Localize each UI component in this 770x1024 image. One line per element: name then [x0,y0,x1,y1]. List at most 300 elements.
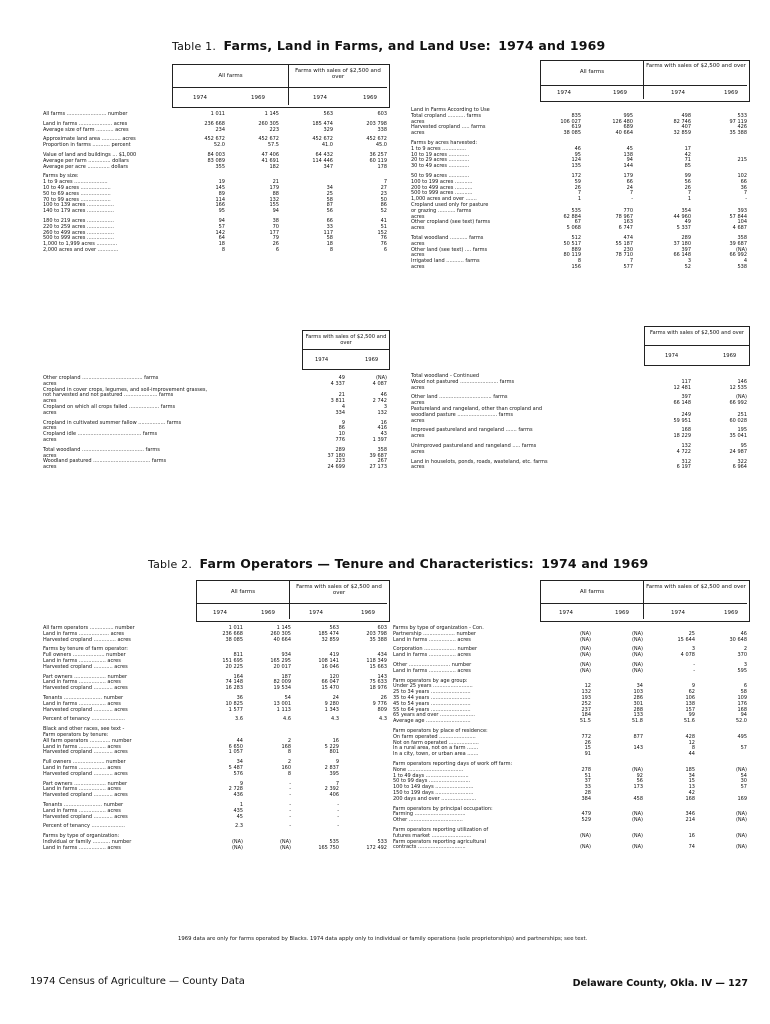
row-label: Irrigated land ........... farms [411,258,480,265]
row-label: All farm operators ............. number [43,737,132,744]
cell-value: 66 [626,178,633,185]
cell-value: 289 [335,446,345,453]
cell-value: 4 078 [680,652,695,659]
cell-value: 397 [681,394,691,401]
cell-value: 234 [215,126,225,133]
cell-value: 50 517 [563,240,581,247]
t1-left-header [172,64,390,108]
cell-value: 106 027 [560,118,581,125]
cell-value: 835 [571,112,581,119]
cell-value: 51.5 [579,718,591,725]
cell-value: 132 [377,409,387,416]
cell-value: (NA) [631,661,643,668]
row-label: Total woodland ....................................... farms [43,446,160,453]
cell-value: 267 [377,458,387,465]
cell-value: 8 [329,246,333,253]
cell-value: 801 [329,749,339,756]
row-label: 100 to 139 acres ................. [43,202,114,209]
cell-value: 109 [737,694,747,701]
cell-value: 126 480 [612,118,633,125]
cell-value: (NA) [631,636,643,643]
cell-value: 71 [684,157,691,164]
cell-value: 152 [377,229,387,236]
cell-value: (NA) [631,646,643,653]
cell-value: 393 [737,207,747,214]
cell-value: 9 776 [372,700,387,707]
cell-value: 46 [574,145,581,152]
cell-value: 346 [685,811,695,818]
cell-value: 312 [681,458,691,465]
row-label: Improved pastureland and rangeland ....... farms [411,427,533,434]
row-label: Land in farms ................. acres [393,652,471,659]
cell-value: 689 [623,124,633,131]
table2-years: 1974 and 1969 [541,556,649,571]
row-label: Land in farms ................. acres [43,657,121,664]
cell-value: 114 [215,196,225,203]
cell-value: (NA) [375,375,387,381]
cell-value: 35 388 [369,636,387,643]
cell-value: 8 [287,770,291,777]
cell-value: 889 [571,246,581,253]
cell-value: 6 747 [618,225,633,232]
cell-value: 55 187 [615,240,633,247]
cell-value: 33 [326,223,333,230]
cell-value: 62 [688,689,695,696]
row-label: acres [43,464,57,471]
t2-col-sales: Farms with sales of $2,500 and over [296,584,382,596]
cell-value: 169 [737,795,747,802]
t1-col-all-farms: All farms [218,73,243,79]
cell-value: 34 [326,184,333,191]
row-label: Full owners .................... number [43,759,126,766]
cell-value: 7 [743,190,747,197]
row-label: acres [43,409,57,416]
row-label: Unimproved pastureland and rangeland ..... farms [411,442,537,449]
cell-value: 155 [269,202,279,209]
row-label: Cropland in cover crops, legumes, and soil-improvement grasses, [43,386,208,393]
t2-right-header [540,580,750,622]
row-label: Black and other races, see text - [43,726,125,733]
cell-value: 576 [233,770,243,777]
cell-value: 26 [272,241,279,248]
cell-value: 156 [571,263,581,270]
cell-value: 37 180 [673,240,691,247]
cell-value: 563 [323,111,333,117]
cell-value: - [289,792,291,799]
row-label: Partnership .................... number [393,630,476,637]
cell-value: 172 [571,172,581,179]
cell-value: 289 [681,234,691,241]
cell-value: - [289,780,291,787]
cell-value: 45.0 [375,142,387,149]
cell-value: 8 [691,745,695,752]
cell-value: 143 [377,673,387,680]
table2-title [148,556,648,571]
cell-value: 99 [688,712,695,719]
cell-value: 138 [623,151,633,158]
cell-value: 223 [335,458,345,465]
row-label: Land in farms ................. acres [43,764,121,771]
cell-value: 164 [233,673,243,680]
table1-left-mid [42,376,388,471]
cell-value: 397 [681,246,691,253]
cell-value: 772 [581,733,591,740]
cell-value: 66 [740,178,747,185]
cell-value: (NA) [579,832,591,839]
cell-value: 25 [688,630,695,637]
row-label: Harvested cropland ..... farms [411,124,486,131]
cell-value: 452 672 [258,136,279,143]
cell-value: - [693,667,695,674]
table-row [42,465,388,471]
cell-value: 135 [571,163,581,170]
t1-year-1969-b: 1969 [363,95,377,101]
cell-value: 1 397 [372,436,387,443]
cell-value: 1 343 [324,706,339,713]
cell-value: 45 [236,813,243,820]
cell-value: 334 [335,409,345,416]
row-label: 20 to 29 acres ............. [411,157,470,164]
cell-value: 4 [743,258,747,265]
cell-value: 120 [329,673,339,680]
row-label: Pastureland and rangeland, other than cropland and [411,405,543,412]
cell-value: (NA) [579,652,591,659]
cell-value: 8 [287,749,291,756]
cell-value: 57 [740,745,747,752]
cell-value: 8 [577,258,581,265]
cell-value: 34 [236,759,243,766]
cell-value: 3 [383,403,387,410]
cell-value: 230 [623,246,633,253]
row-label: 65 years and over ...................... [393,712,476,719]
cell-value: 419 [329,652,339,659]
row-label: Other cropland (see text) farms [411,219,491,226]
cell-value: 5 068 [566,225,581,232]
cell-value: 151 695 [222,657,243,664]
cell-value: 33 [584,784,591,791]
cell-value: 18 976 [369,685,387,692]
cell-value: 535 [329,838,339,845]
cell-value: 66 992 [729,252,747,259]
cell-value: 370 [737,652,747,659]
row-label: Farming ................................ [393,811,466,818]
row-label: acres [43,380,57,387]
row-label: Harvested cropland ............ acres [43,813,128,820]
cell-value: 15 [688,778,695,785]
cell-value: 15 663 [369,663,387,670]
cell-value: 132 [269,196,279,203]
cell-value: 215 [737,157,747,164]
row-label: 25 to 34 years ......................... [393,689,471,696]
cell-value: 59 [574,178,581,185]
cell-value: 7 [383,179,387,186]
cell-value: 166 [215,202,225,209]
cell-value: 301 [633,700,643,707]
cell-value: (NA) [631,630,643,637]
cell-value: 776 [335,436,345,443]
cell-value: 50 [380,196,387,203]
cell-value: 6 [743,683,747,690]
cell-value: 236 668 [204,120,225,127]
row-label: Full owners .................... number [43,652,126,659]
row-label: 1,000 to 1,999 acres ............. [43,241,118,248]
cell-value: 66 148 [673,252,691,259]
cell-value: 88 [272,190,279,197]
row-label: 100 to 149 days ........................ [393,784,474,791]
row-label: 10 to 19 acres ............. [411,151,470,158]
t1-right-header [540,60,750,102]
row-label: Land in houselots, ponds, roads, wasteland, etc. farms [411,458,548,465]
cell-value: 435 [233,807,243,814]
cell-value: (NA) [579,661,591,668]
row-label: Cropland used only for pasture [411,201,489,208]
cell-value: 251 [737,411,747,418]
t1-r-year-1974-b: 1974 [671,90,685,96]
row-label: acres [411,240,425,247]
cell-value: 4.3 [379,716,387,723]
cell-value: 30 648 [729,636,747,643]
cell-value: 132 [681,442,691,449]
t1-sub-left-1969: 1969 [365,357,379,363]
row-label: Wood not pastured ........................ farms [411,378,515,385]
t1-year-1974-b: 1974 [313,95,327,101]
cell-value: 64 432 [315,151,333,158]
cell-value: - [337,807,339,814]
t1-r-year-1974-a: 1974 [557,90,571,96]
cell-value: 66 047 [321,679,339,686]
cell-value: 102 [737,172,747,179]
row-label: All farms ......................... number [43,111,128,117]
cell-value: 533 [377,838,387,845]
row-label: Part owners .................... number [43,673,127,680]
cell-value: 1 [239,801,243,808]
cell-value: 533 [737,112,747,119]
cell-value: 41.0 [321,142,333,149]
cell-value: 187 [281,673,291,680]
cell-value: 52.0 [213,142,225,149]
row-label: Cropland idle ........................................ farms [43,431,158,438]
row-label: Land in farms ................. acres [43,700,121,707]
cell-value: 354 [681,207,691,214]
row-label: Other .................................. [393,817,463,824]
cell-value: 619 [571,124,581,131]
cell-value: 577 [623,263,633,270]
cell-value: - [337,813,339,820]
cell-value: 114 446 [312,157,333,164]
table-row [42,846,388,852]
cell-value: 416 [377,425,387,432]
row-label: 200 to 499 acres ........... [411,184,473,191]
row-label: 260 to 499 acres ................. [43,229,114,236]
cell-value: 28 [584,789,591,796]
row-label: Land in farms ................... acres [43,630,125,637]
t2-year-1969-b: 1969 [361,610,375,616]
cell-value: 10 825 [225,700,243,707]
cell-value: 51 [380,223,387,230]
cell-value: 133 [633,712,643,719]
cell-value: 15 644 [677,636,695,643]
cell-value: 52 [684,263,691,270]
cell-value: 16 283 [225,685,243,692]
cell-value: 51.6 [683,718,695,725]
t1-sub-header-left-text: Farms with sales of $2,500 and over [305,334,387,346]
cell-value: 24 [626,184,633,191]
cell-value: 24 699 [327,464,345,471]
cell-value: 40 664 [273,636,291,643]
row-label: In a city, town, or urban area ....... [393,751,479,758]
cell-value: 66 992 [729,400,747,407]
cell-value: (NA) [735,246,747,253]
row-label: Land in farms ................. acres [43,743,121,750]
cell-value: - [337,801,339,808]
row-label: Harvested cropland .............. acres [43,636,131,643]
t2-r-col-sales: Farms with sales of $2,500 and over [646,584,746,590]
cell-value: 288 [633,706,643,713]
cell-value: (NA) [735,844,747,851]
row-label: Total woodland - Continued [411,373,480,379]
cell-value: 168 [685,795,695,802]
row-label: Land in Farms According to Use [411,107,490,113]
cell-value: 5 337 [676,225,691,232]
cell-value: 97 119 [729,118,747,125]
row-label: acres [43,452,57,459]
cell-value: 21 [272,179,279,186]
cell-value: 7 [629,190,633,197]
t1-sub-right-1969: 1969 [723,353,737,359]
cell-value: 74 [688,844,695,851]
cell-value: 76 [380,241,387,248]
cell-value: 12 [688,739,695,746]
row-label: acres [411,400,425,407]
cell-value: 223 [269,126,279,133]
t1-sub-left-1974: 1974 [315,357,329,363]
cell-value: 36 [740,184,747,191]
cell-value: 182 [269,163,279,170]
t2-r-year-1969-b: 1969 [724,610,738,616]
cell-value: 452 672 [204,136,225,143]
row-label: Farm operators reporting agricultural [393,838,486,845]
cell-value: 20 225 [225,663,243,670]
row-label: Farms by acres harvested: [411,139,478,146]
cell-value: 3 811 [330,398,345,405]
cell-value: 44 [236,737,243,744]
cell-value: 4.6 [283,716,291,723]
row-label: Farm operators by age group: [393,677,468,684]
cell-value: 42 [688,789,695,796]
cell-value: 59 951 [673,417,691,424]
cell-value: 40 664 [615,130,633,137]
row-label: acres [411,464,425,471]
cell-value: 3 [691,646,695,653]
t1-r-year-1969-a: 1969 [613,90,627,96]
cell-value: 36 257 [369,151,387,158]
cell-value: 86 [380,202,387,209]
row-label: Total cropland ........... farms [411,112,481,119]
row-label: acres [43,398,57,405]
t1-r-col-all-farms: All farms [579,69,605,75]
row-label: 220 to 259 acres ................. [43,223,114,230]
t2-col-all-farms: All farms [230,589,256,595]
cell-value: 4 [341,403,345,410]
row-label: Farms by type of organization: [43,833,120,840]
row-label: Harvested cropland ............ acres [43,770,128,777]
table1-years: 1974 and 1969 [498,38,606,53]
cell-value: 26 [380,694,387,701]
cell-value: 12 [584,683,591,690]
cell-value: 9 [335,759,339,766]
cell-value: 5 487 [228,764,243,771]
row-label: 70 to 99 acres ................... [43,196,111,203]
cell-value: 13 001 [273,700,291,707]
cell-value: 75 633 [369,679,387,686]
row-label: Average size of farm ........... acres [43,126,129,133]
t1-year-1969-a: 1969 [251,95,265,101]
row-label: Harvested cropland ............ acres [43,792,128,799]
cell-value: 57 [740,784,747,791]
cell-value: (NA) [735,817,747,824]
row-label: Land in farms ................. acres [43,807,121,814]
t1-r-col-sales: Farms with sales of $2,500 and over [646,63,746,69]
cell-value: 56 [326,208,333,215]
cell-value: 18 229 [673,433,691,440]
row-label: Value of land and buildings ... $1,000 [43,151,137,158]
cell-value: 146 [737,378,747,385]
row-label: acres [43,436,57,443]
row-label: Tenants ........................ number [43,801,124,808]
cell-value: 9 [239,780,243,787]
cell-value: 6 964 [732,464,747,471]
row-label: Part owners .................... number [43,780,127,787]
t1-col-sales: Farms with sales of $2,500 and over [295,68,381,80]
cell-value: - [631,196,633,203]
table-row [392,845,748,851]
cell-value: 1 057 [228,749,243,756]
cell-value: 118 349 [366,657,387,664]
cell-value: (NA) [735,832,747,839]
cell-value: 85 [684,163,691,170]
cell-value: 260 305 [258,120,279,127]
cell-value: 103 [633,689,643,696]
cell-value: 16 [688,832,695,839]
row-label: 55 to 64 years ......................... [393,706,471,713]
cell-value: 436 [233,792,243,799]
cell-value: 10 [338,431,345,438]
cell-value: 252 [581,700,591,707]
row-label: 50 to 69 acres ................... [43,190,111,197]
cell-value: 185 474 [318,630,339,637]
row-label: Farm operators by principal occupation: [393,805,493,812]
cell-value: 347 [323,163,333,170]
cell-value: 57 [218,223,225,230]
cell-value: 286 [633,694,643,701]
table1-left-top [42,112,388,254]
cell-value: 184 [581,712,591,719]
table-row [410,265,748,271]
cell-value: 6 [383,246,387,253]
table1-right-mid [410,374,748,471]
cell-value: 86 [338,425,345,432]
cell-value: 185 [685,766,695,773]
cell-value: 2.3 [235,823,243,830]
cell-value: 82 009 [273,679,291,686]
cell-value: 434 [377,652,387,659]
cell-value: 7 [577,190,581,197]
cell-value: 13 [688,784,695,791]
cell-value: 2 [287,737,291,744]
cell-value: 6 650 [228,743,243,750]
cell-value: 395 [329,770,339,777]
table2-number: Table 2. [148,558,193,571]
